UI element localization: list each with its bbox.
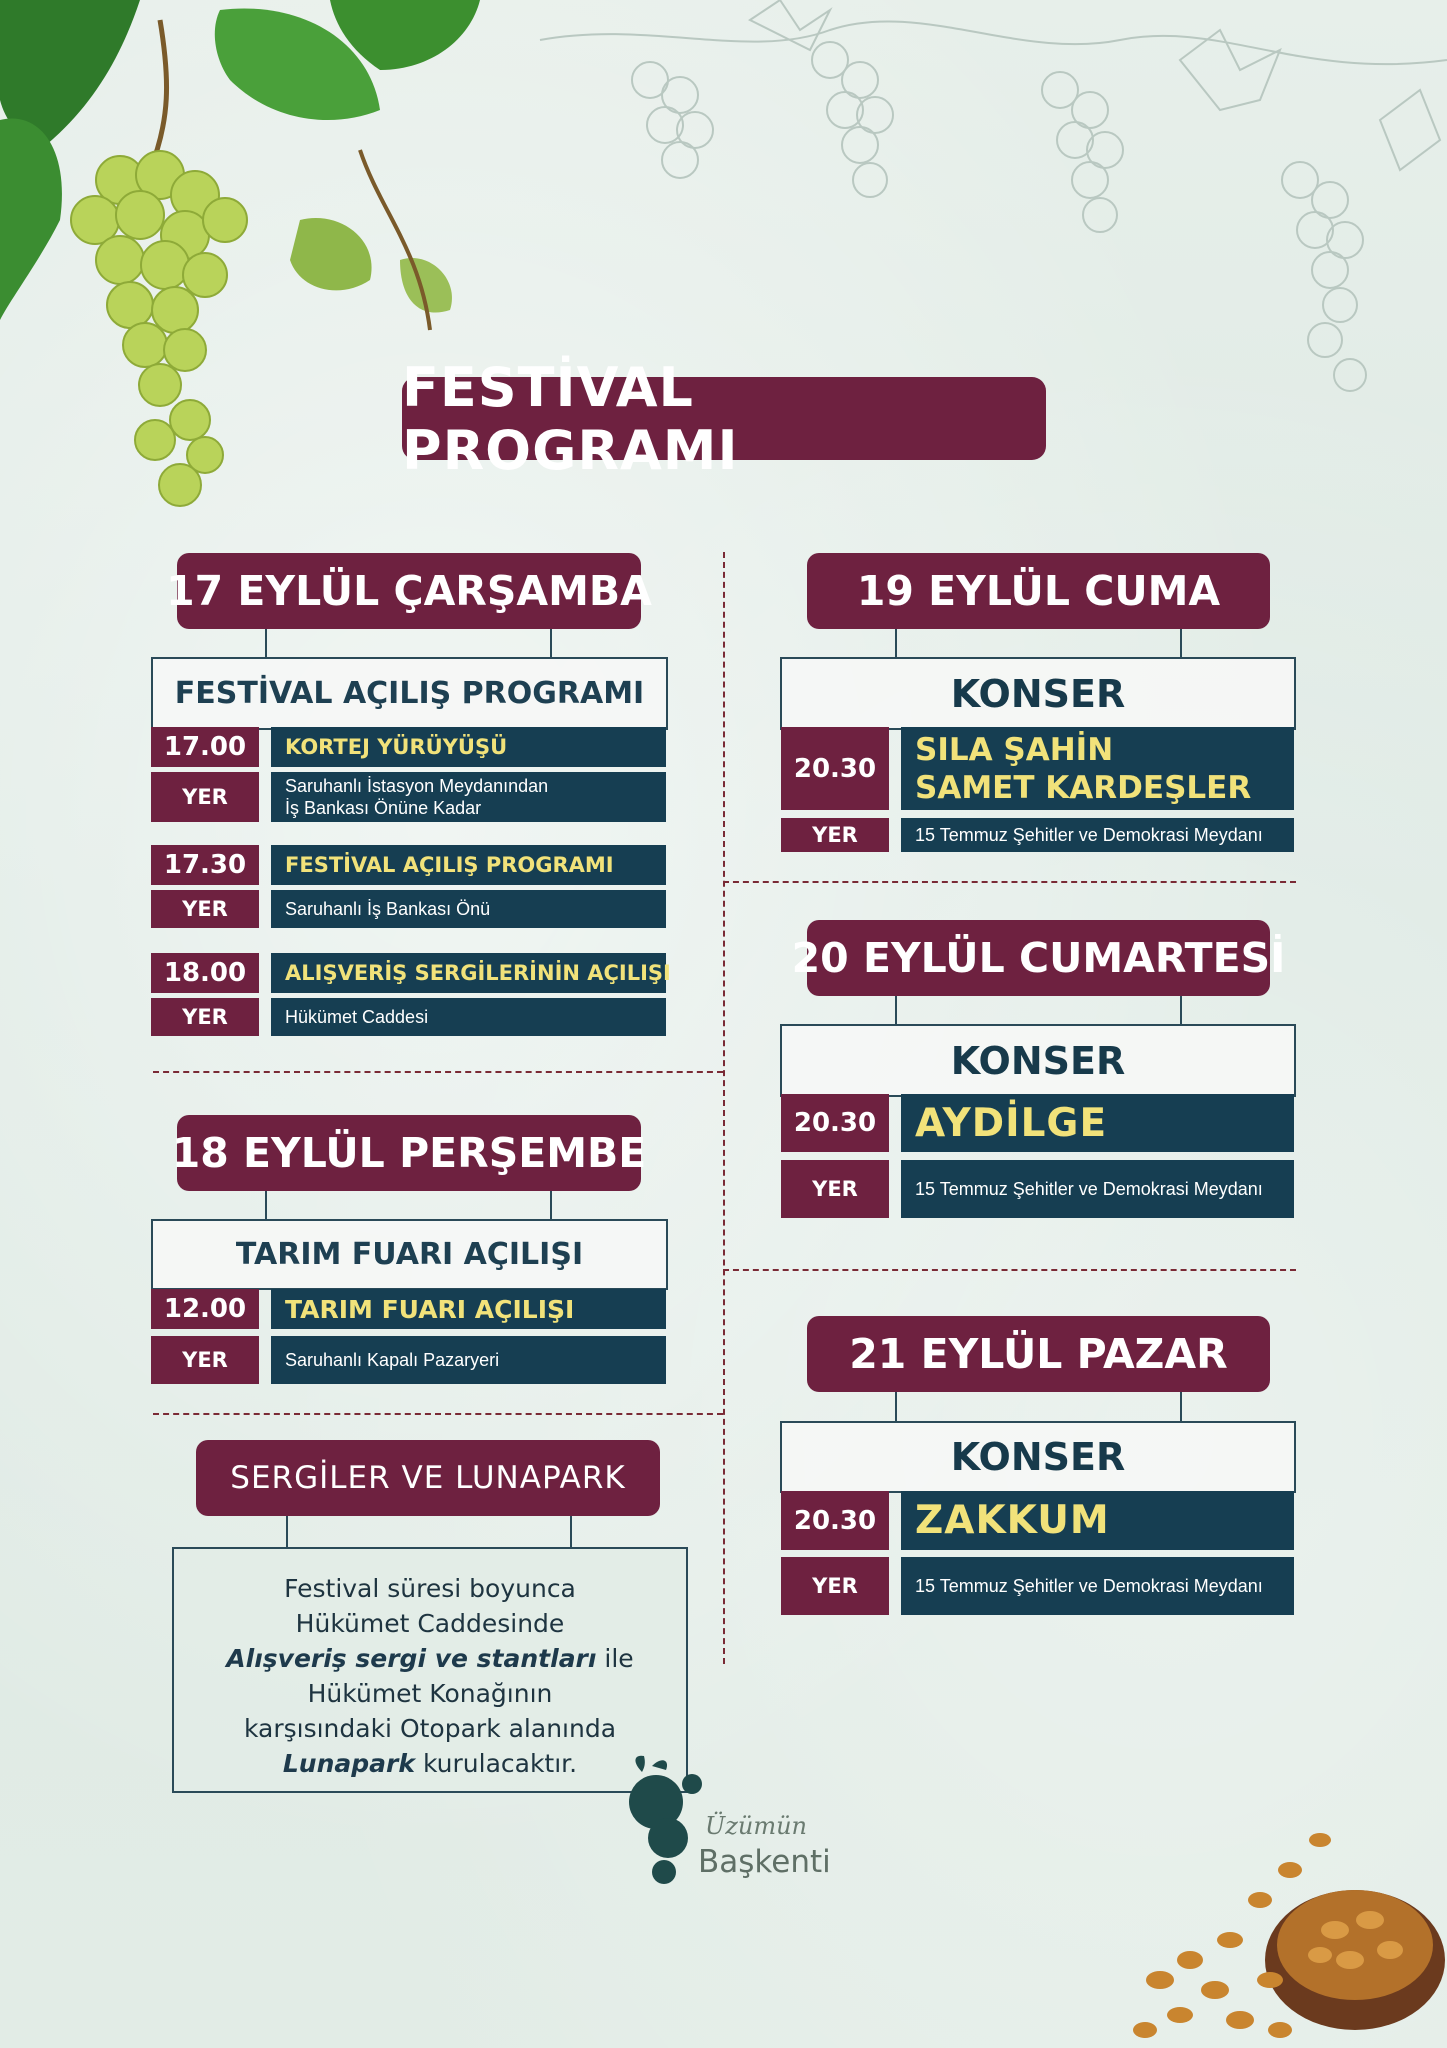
- location-line: 15 Temmuz Şehitler ve Demokrasi Meydanı: [915, 1178, 1263, 1199]
- lunapark-heading: SERGİLER VE LUNAPARK: [196, 1440, 660, 1516]
- description-line: [174, 1641, 686, 1676]
- performer-name: ZAKKUM: [901, 1491, 1294, 1550]
- location-label: YER: [781, 818, 889, 852]
- section-divider: [153, 1071, 723, 1073]
- day5-card-title: KONSER: [950, 1435, 1126, 1479]
- connector-line: [550, 1191, 552, 1219]
- connector-line: [1180, 996, 1182, 1024]
- connector-line: [550, 629, 552, 657]
- event-location: [901, 818, 1294, 852]
- connector-line: [265, 629, 267, 657]
- day-heading-21-eylul: 21 EYLÜL PAZAR: [807, 1316, 1270, 1392]
- connector-line: [1180, 629, 1182, 657]
- performer-line: SAMET KARDEŞLER: [915, 769, 1252, 806]
- event-location: [901, 1557, 1294, 1615]
- location-line: Saruhanlı İstasyon Meydanından: [285, 775, 549, 796]
- day-heading-18-eylul: 18 EYLÜL PERŞEMBE: [177, 1115, 641, 1191]
- day3-card-title: KONSER: [950, 671, 1126, 716]
- location-line: 15 Temmuz Şehitler ve Demokrasi Meydanı: [915, 1575, 1263, 1596]
- description-line: Festival süresi boyunca: [284, 1574, 576, 1603]
- description-line: Hükümet Caddesinde: [295, 1609, 565, 1638]
- day-heading-19-eylul: 19 EYLÜL CUMA: [807, 553, 1270, 629]
- performer-line: SILA ŞAHİN: [915, 731, 1114, 768]
- event-time: 17.00: [151, 727, 259, 767]
- location-line: Hükümet Caddesi: [285, 1006, 429, 1027]
- day1-card-title: FESTİVAL AÇILIŞ PROGRAMI: [174, 676, 645, 711]
- description-line: [174, 1746, 686, 1781]
- section-divider: [153, 1413, 723, 1415]
- event-time: 18.00: [151, 953, 259, 993]
- event-name: ALIŞVERİŞ SERGİLERİNİN AÇILIŞI: [271, 953, 666, 993]
- location-line: Saruhanlı İş Bankası Önü: [285, 898, 491, 919]
- lunapark-description: [172, 1547, 688, 1793]
- event-name: KORTEJ YÜRÜYÜŞÜ: [271, 727, 666, 767]
- logo-script-text: Üzümün: [705, 1812, 807, 1840]
- event-name: TARIM FUARI AÇILIŞI: [271, 1289, 666, 1329]
- connector-line: [570, 1516, 572, 1547]
- emphasis-text: Lunapark: [282, 1749, 415, 1778]
- event-name: FESTİVAL AÇILIŞ PROGRAMI: [271, 845, 666, 885]
- event-location: [271, 890, 666, 928]
- event-location: [901, 1160, 1294, 1218]
- connector-line: [286, 1516, 288, 1547]
- event-location: [271, 998, 666, 1036]
- description-text: ile: [596, 1644, 634, 1673]
- page-title: FESTİVAL PROGRAMI: [402, 377, 1046, 460]
- event-location: [271, 1336, 666, 1384]
- connector-line: [895, 629, 897, 657]
- performer-name: [901, 727, 1294, 810]
- day2-card-title: TARIM FUARI AÇILIŞI: [235, 1237, 584, 1272]
- location-label: YER: [151, 772, 259, 822]
- section-divider: [723, 881, 1296, 883]
- event-time: 20.30: [781, 1491, 889, 1550]
- day4-card-title: KONSER: [950, 1038, 1126, 1083]
- location-line: İş Bankası Önüne Kadar: [285, 798, 482, 818]
- day-heading-17-eylul: 17 EYLÜL ÇARŞAMBA: [177, 553, 641, 629]
- location-label: YER: [781, 1557, 889, 1615]
- description-line: karşısındaki Otopark alanında: [243, 1714, 617, 1743]
- location-line: 15 Temmuz Şehitler ve Demokrasi Meydanı: [915, 824, 1263, 845]
- connector-line: [265, 1191, 267, 1219]
- raisins-bowl-illustration: [1120, 1780, 1447, 2048]
- emphasis-text: Alışveriş sergi ve stantları: [226, 1644, 597, 1673]
- connector-line: [895, 1392, 897, 1421]
- event-time: 20.30: [781, 1094, 889, 1152]
- location-line: Saruhanlı Kapalı Pazaryeri: [285, 1349, 500, 1370]
- event-time: 17.30: [151, 845, 259, 885]
- connector-line: [1180, 1392, 1182, 1421]
- location-label: YER: [151, 998, 259, 1036]
- location-label: YER: [151, 890, 259, 928]
- location-label: YER: [151, 1336, 259, 1384]
- event-time: 20.30: [781, 727, 889, 810]
- location-label: YER: [781, 1160, 889, 1218]
- performer-name: AYDİLGE: [901, 1094, 1294, 1152]
- description-line: Hükümet Konağının: [307, 1679, 553, 1708]
- logo-main-text: Başkenti: [698, 1844, 831, 1880]
- event-location: [271, 772, 666, 822]
- column-divider: [723, 552, 725, 1664]
- connector-line: [895, 996, 897, 1024]
- event-time: 12.00: [151, 1289, 259, 1329]
- description-text: kurulacaktır.: [415, 1749, 578, 1778]
- day-heading-20-eylul: 20 EYLÜL CUMARTESİ: [807, 920, 1270, 996]
- section-divider: [723, 1269, 1296, 1271]
